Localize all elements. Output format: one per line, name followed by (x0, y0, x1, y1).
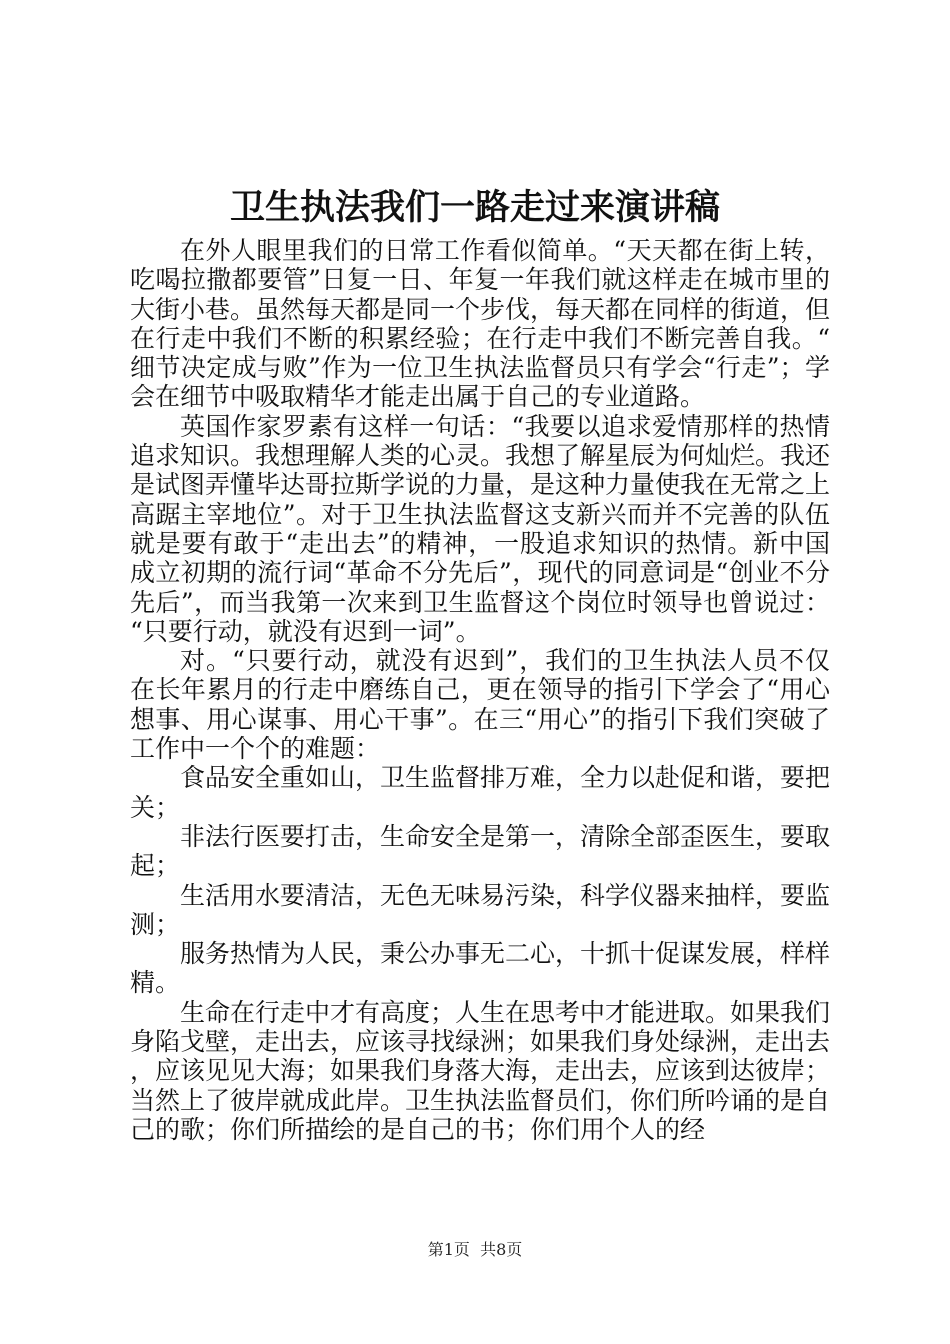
paragraph: 食品安全重如山，卫生监督排万难，全力以赴促和谐，要把关； (130, 763, 831, 822)
document-title: 卫生执法我们一路走过来演讲稿 (229, 187, 720, 228)
page-footer (0, 1238, 950, 1262)
paragraph: 生活用水要清洁，无色无味易污染，科学仪器来抽样，要监测； (130, 880, 831, 939)
paragraph: 在外人眼里我们的日常工作看似简单。“天天都在街上转，吃喝拉撒都要管”日复一日、年复一年我们就这样走在城市里的大街小巷。虽然每天都是同一个步伐，每天都在同样的街道，但在行走中我们不断的积累经验；在行走中我们不断完善自我。“细节决定成与败”作为一位卫生执法监督员只有学会“行走”；学会在细节中吸取精华才能走出属于自己的专业道路。 (130, 236, 831, 412)
document-body (130, 236, 830, 1144)
paragraph: 英国作家罗素有这样一句话：“我要以追求爱情那样的热情追求知识。我想理解人类的心灵。我想了解星辰为何灿烂。我还是试图弄懂毕达哥拉斯学说的力量，是这种力量使我在无常之上高踞主宰地位”。对于卫生执法监督这支新兴而并不完善的队伍就是要有敢于“走出去”的精神，一股追求知识的热情。新中国成立初期的流行词“革命不分先后”，现代的同意词是“创业不分先后”，而当我第一次来到卫生监督这个岗位时领导也曾说过：“只要行动，就没有迟到一词”。 (130, 411, 831, 646)
page-number: 第1页 (427, 1240, 470, 1259)
paragraph: 对。“只要行动，就没有迟到”，我们的卫生执法人员不仅在长年累月的行走中磨练自己，更在领导的指引下学会了“用心想事、用心谋事、用心干事”。在三“用心”的指引下我们突破了工作中一个个的难题： (130, 646, 830, 764)
paragraph: 服务热情为人民，秉公办事无二心，十抓十促谋发展，样样精。 (130, 939, 831, 998)
page-total: 共8页 (480, 1240, 523, 1259)
paragraph: 非法行医要打击，生命安全是第一，清除全部歪医生，要取起； (130, 821, 831, 881)
paragraph: 生命在行走中才有高度；人生在思考中才能进取。如果我们身陷戈壁，走出去，应该寻找绿洲；如果我们身处绿洲，走出去，应该见见大海；如果我们身落大海，走出去，应该到达彼岸；当然上了彼岸就成此岸。卫生执法监督员们，你们所吟诵的是自己的歌；你们所描绘的是自己的书；你们用个人的经 (130, 997, 831, 1144)
